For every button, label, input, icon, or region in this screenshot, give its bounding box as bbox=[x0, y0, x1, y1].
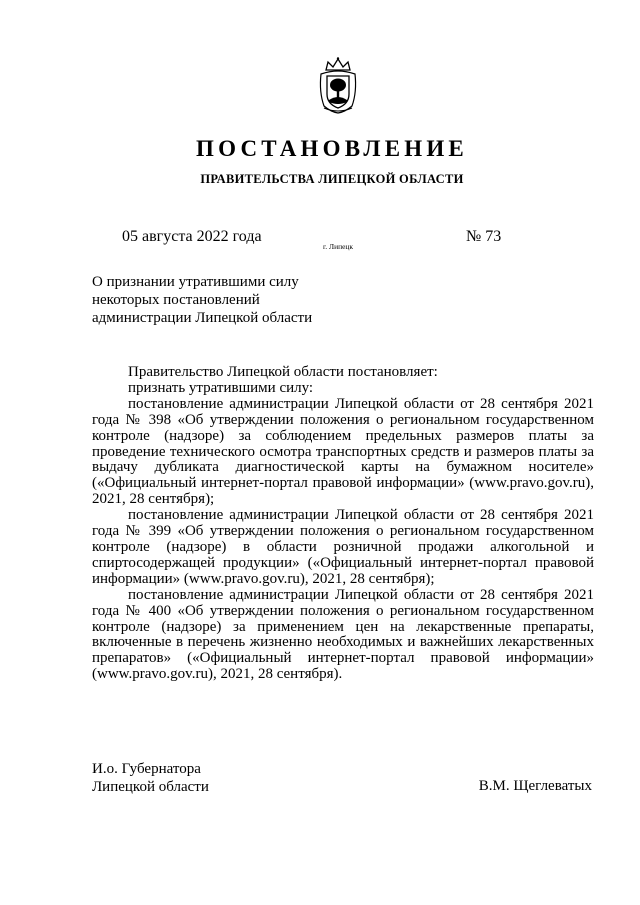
body-line: Правительство Липецкой области постановляет: bbox=[128, 364, 438, 380]
body-line: контроле (надзоре) в области розничной продажи алкогольной и bbox=[92, 538, 594, 555]
body-line: постановление администрации Липецкой области от 28 сентября 2021 bbox=[128, 586, 594, 603]
body-line: постановление администрации Липецкой области от 28 сентября 2021 bbox=[128, 395, 594, 412]
document-subject bbox=[92, 273, 312, 327]
signatory-name: В.М. Щеглеватых bbox=[478, 778, 592, 794]
body-line: выдачу дубликата диагностической карты на бумажном носителе» bbox=[92, 459, 594, 476]
body-line: контроле (надзоре) за соблюдением предельных размеров платы за bbox=[92, 427, 594, 444]
body-line: включенные в перечень жизненно необходимых и важнейших лекарственных bbox=[92, 634, 594, 651]
body-line: информации» (www.pravo.gov.ru), 2021, 28 сентября); bbox=[92, 570, 435, 587]
subject-line: некоторых постановлений bbox=[92, 292, 260, 308]
document-city: г. Липецк bbox=[323, 242, 354, 251]
coat-of-arms-icon bbox=[318, 56, 358, 114]
body-line: спиртосодержащей продукции» («Официальный интернет-портал правовой bbox=[92, 554, 594, 571]
signatory-position bbox=[92, 760, 209, 796]
document-number: № 73 bbox=[466, 228, 502, 245]
body-line: (www.pravo.gov.ru), 2021, 28 сентября). bbox=[92, 666, 343, 683]
body-line: года № 398 «Об утверждении положения о региональном государственном bbox=[92, 411, 594, 428]
body-line: года № 400 «Об утверждении положения о региональном государственном bbox=[92, 602, 594, 619]
body-line: 2021, 28 сентября); bbox=[92, 491, 215, 508]
body-line: постановление администрации Липецкой области от 28 сентября 2021 bbox=[128, 507, 594, 524]
body-line: признать утратившими силу: bbox=[128, 379, 314, 396]
document-body bbox=[92, 365, 594, 683]
subject-line: О признании утратившими силу bbox=[92, 274, 299, 290]
body-line: проведение технического осмотра транспортных средств и размеров платы за bbox=[92, 443, 594, 460]
document-issuer: ПРАВИТЕЛЬСТВА ЛИПЕЦКОЙ ОБЛАСТИ bbox=[200, 172, 464, 186]
body-line: контроле (надзоре) за применением цен на лекарственные препараты, bbox=[92, 618, 594, 635]
body-line: препаратов» («Официальный интернет-портал правовой информации» bbox=[92, 650, 594, 667]
signatory-position-line: Липецкой области bbox=[92, 779, 209, 795]
body-line: года № 399 «Об утверждении положения о региональном государственном bbox=[92, 523, 594, 540]
subject-line: администрации Липецкой области bbox=[92, 310, 313, 326]
document-title: ПОСТАНОВЛЕНИЕ bbox=[196, 136, 468, 161]
document-date: 05 августа 2022 года bbox=[122, 228, 262, 245]
body-line: («Официальный интернет-портал правовой информации» (www.pravo.gov.ru), bbox=[92, 475, 594, 492]
signatory-position-line: И.о. Губернатора bbox=[92, 761, 201, 777]
